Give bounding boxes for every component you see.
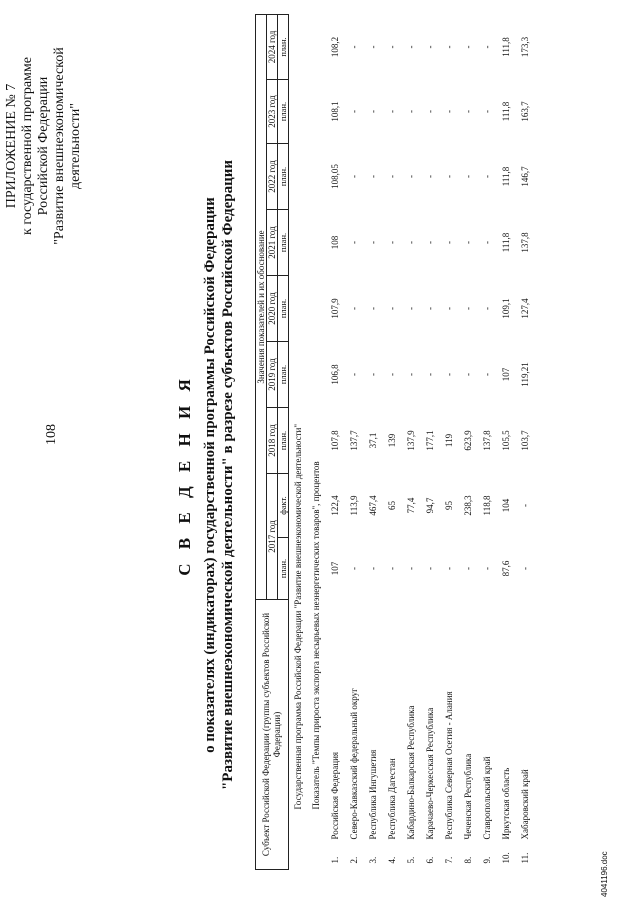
value-cell: -: [443, 241, 454, 244]
value-cell: 146,7: [519, 166, 530, 187]
value-cell: 107: [329, 561, 340, 576]
value-cell: -: [348, 241, 359, 244]
subject-name: Республика Дагестан: [386, 758, 397, 840]
value-cell: 118,8: [481, 495, 492, 516]
value-cell: -: [405, 110, 416, 113]
sub-header: план.: [278, 408, 289, 474]
value-cell: -: [367, 373, 378, 376]
row-number: 3.: [367, 856, 378, 864]
value-cell: -: [424, 373, 435, 376]
value-cell: -: [481, 373, 492, 376]
row-number: 6.: [424, 856, 435, 864]
row-number: 11.: [519, 852, 530, 864]
table-row: [401, 14, 420, 869]
year-header: 2021 год: [267, 210, 278, 276]
value-cell: 105,5: [500, 430, 511, 451]
value-cell: 111,8: [500, 166, 511, 187]
value-cell: -: [462, 241, 473, 244]
indicators-table: [255, 14, 534, 870]
program-row: [289, 14, 308, 869]
value-cell: -: [367, 45, 378, 49]
value-cell: -: [367, 567, 378, 570]
value-cell: 108,05: [329, 164, 340, 189]
value-cell: -: [405, 307, 416, 310]
value-cell: -: [348, 45, 359, 49]
value-cell: -: [386, 241, 397, 244]
value-cell: 109,1: [500, 298, 511, 319]
value-cell: -: [462, 373, 473, 376]
value-cell: -: [367, 241, 378, 244]
year-header: 2017 год: [267, 474, 278, 600]
value-cell: -: [386, 307, 397, 310]
table-row: [344, 14, 363, 869]
row-number: 4.: [386, 856, 397, 864]
page-number: 108: [44, 424, 59, 445]
value-cell: 37,1: [367, 432, 378, 449]
table-row: [458, 14, 477, 869]
subject-header: Субъект Российской Федерации (группы субъектов Российской Федерации): [256, 600, 289, 870]
year-header: 2022 год: [267, 144, 278, 210]
appendix-title: ПРИЛОЖЕНИЕ № 7: [4, 83, 19, 209]
value-cell: -: [386, 175, 397, 178]
sub-header: план.: [278, 210, 289, 276]
value-cell: 137,8: [481, 430, 492, 451]
value-cell: -: [367, 110, 378, 113]
value-cell: 111,8: [500, 232, 511, 253]
row-number: 5.: [405, 856, 416, 864]
row-number: 7.: [443, 856, 454, 864]
subject-name: Хабаровский край: [519, 769, 530, 840]
value-cell: 107: [500, 367, 511, 382]
value-cell: -: [348, 110, 359, 113]
row-number: 10.: [500, 852, 511, 864]
table-row: [325, 14, 344, 869]
value-cell: -: [386, 567, 397, 570]
table-row: [363, 14, 382, 869]
value-cell: -: [481, 307, 492, 310]
indicator-name: Показатель "Темпы прироста экспорта несырьевых неэнергетических товаров", процентов: [311, 461, 321, 810]
value-cell: 95: [443, 501, 454, 510]
value-cell: 137,8: [519, 232, 530, 253]
document-title-block: [175, 125, 237, 825]
value-cell: 111,8: [500, 101, 511, 122]
value-cell: -: [462, 45, 473, 49]
value-cell: -: [367, 307, 378, 310]
value-cell: 113,9: [348, 495, 359, 516]
value-cell: -: [443, 110, 454, 113]
sub-header: план.: [278, 276, 289, 342]
value-cell: -: [367, 175, 378, 178]
value-cell: -: [348, 567, 359, 570]
value-cell: 87,6: [500, 560, 511, 577]
appendix-line-4: деятельности": [68, 103, 83, 189]
value-cell: -: [348, 373, 359, 376]
value-cell: -: [405, 373, 416, 376]
value-cell: -: [462, 307, 473, 310]
document-title: С В Е Д Е Н И Я: [175, 374, 194, 576]
year-header: 2019 год: [267, 342, 278, 408]
value-cell: -: [386, 45, 397, 49]
subject-name: Кабардино-Балкарская Республика: [405, 705, 416, 840]
value-cell: 108,2: [329, 36, 340, 58]
sub-header: факт.: [278, 474, 289, 538]
value-cell: 108,1: [329, 101, 340, 122]
year-header: 2020 год: [267, 276, 278, 342]
subject-name: Республика Северная Осетия - Алания: [443, 691, 454, 840]
value-cell: 137,7: [348, 430, 359, 451]
value-cell: 137,9: [405, 430, 416, 451]
value-cell: -: [348, 307, 359, 310]
value-cell: 163,7: [519, 101, 530, 122]
value-cell: -: [481, 567, 492, 570]
value-cell: -: [405, 241, 416, 244]
value-cell: -: [424, 175, 435, 178]
appendix-block: [4, 16, 84, 276]
document-subtitle-1: о показателях (индикаторах) государственной программы Российской Федерации: [202, 197, 218, 753]
value-cell: 177,1: [424, 430, 435, 451]
value-cell: 107,8: [329, 430, 340, 451]
document-code: 4041196.doc: [600, 851, 609, 897]
value-cell: 119,21: [519, 362, 530, 387]
value-cell: -: [481, 110, 492, 113]
subject-name: Ставропольский край: [481, 756, 492, 840]
value-cell: -: [424, 241, 435, 244]
row-number: 9.: [481, 856, 492, 864]
appendix-line-2: Российской Федерации: [36, 76, 51, 216]
value-cell: -: [386, 373, 397, 376]
value-cell: 77,4: [405, 497, 416, 514]
value-cell: 139: [386, 433, 397, 448]
value-cell: -: [424, 45, 435, 49]
subject-name: Иркутская область: [500, 767, 511, 840]
value-cell: -: [405, 45, 416, 49]
table-row: [439, 14, 458, 869]
value-cell: -: [424, 110, 435, 113]
document-subtitle-2: "Развитие внешнеэкономической деятельности" в разрезе субъектов Российской Федерации: [220, 159, 236, 791]
sub-header: план.: [278, 80, 289, 144]
value-cell: -: [405, 567, 416, 570]
value-cell: 111,8: [500, 37, 511, 57]
subject-name: Республика Ингушетия: [367, 749, 378, 840]
table-row: [420, 14, 439, 869]
table-row: [515, 14, 534, 869]
value-cell: -: [519, 504, 530, 507]
sub-header: план.: [278, 14, 289, 79]
appendix-line-3: "Развитие внешнеэкономической: [52, 47, 67, 245]
value-cell: 65: [386, 501, 397, 510]
value-cell: 103,7: [519, 430, 530, 451]
value-cell: -: [386, 110, 397, 113]
value-cell: 127,4: [519, 298, 530, 319]
sub-header: план.: [278, 144, 289, 210]
value-cell: -: [481, 175, 492, 178]
year-header: 2018 год: [267, 408, 278, 474]
row-number: 1.: [329, 856, 340, 864]
value-cell: -: [443, 45, 454, 49]
table-row: [382, 14, 401, 869]
table-row: [477, 14, 496, 869]
value-cell: 94,7: [424, 497, 435, 514]
value-cell: 104: [500, 498, 511, 513]
table-row: [496, 14, 515, 869]
value-cell: -: [443, 373, 454, 376]
row-number: 8.: [462, 856, 473, 864]
value-cell: -: [424, 307, 435, 310]
value-cell: 467,4: [367, 495, 378, 516]
value-cell: -: [519, 567, 530, 570]
value-cell: -: [462, 110, 473, 113]
sub-header: план.: [278, 342, 289, 408]
subject-name: Карачаево-Черкесская Республика: [424, 707, 435, 840]
values-group-header: Значения показателей и их обоснование: [256, 14, 267, 599]
subject-name: Северо-Кавказский федеральный округ: [348, 688, 359, 840]
value-cell: 107,9: [329, 298, 340, 319]
value-cell: 238,3: [462, 495, 473, 516]
sub-header: план.: [278, 538, 289, 600]
subject-name: Чеченская Республика: [462, 753, 473, 840]
indicator-row: [307, 14, 325, 869]
value-cell: 106,8: [329, 364, 340, 385]
value-cell: 119: [443, 433, 454, 448]
row-number: 2.: [348, 856, 359, 864]
value-cell: -: [424, 567, 435, 570]
value-cell: 122,4: [329, 495, 340, 516]
appendix-line-1: к государственной программе: [20, 57, 35, 235]
value-cell: 108: [329, 235, 340, 250]
year-header: 2023 год: [267, 80, 278, 144]
value-cell: -: [443, 307, 454, 310]
value-cell: -: [405, 175, 416, 178]
value-cell: -: [348, 175, 359, 178]
value-cell: 623,9: [462, 430, 473, 451]
value-cell: -: [462, 175, 473, 178]
value-cell: 173,3: [519, 36, 530, 58]
value-cell: -: [481, 45, 492, 49]
value-cell: -: [443, 567, 454, 570]
value-cell: -: [462, 567, 473, 570]
value-cell: -: [481, 241, 492, 244]
year-header: 2024 год: [267, 14, 278, 79]
program-name: Государственная программа Российской Федерации "Развитие внешнеэкономической деятельности": [293, 423, 303, 810]
subject-name: Российская Федерация: [329, 751, 340, 840]
value-cell: -: [443, 175, 454, 178]
